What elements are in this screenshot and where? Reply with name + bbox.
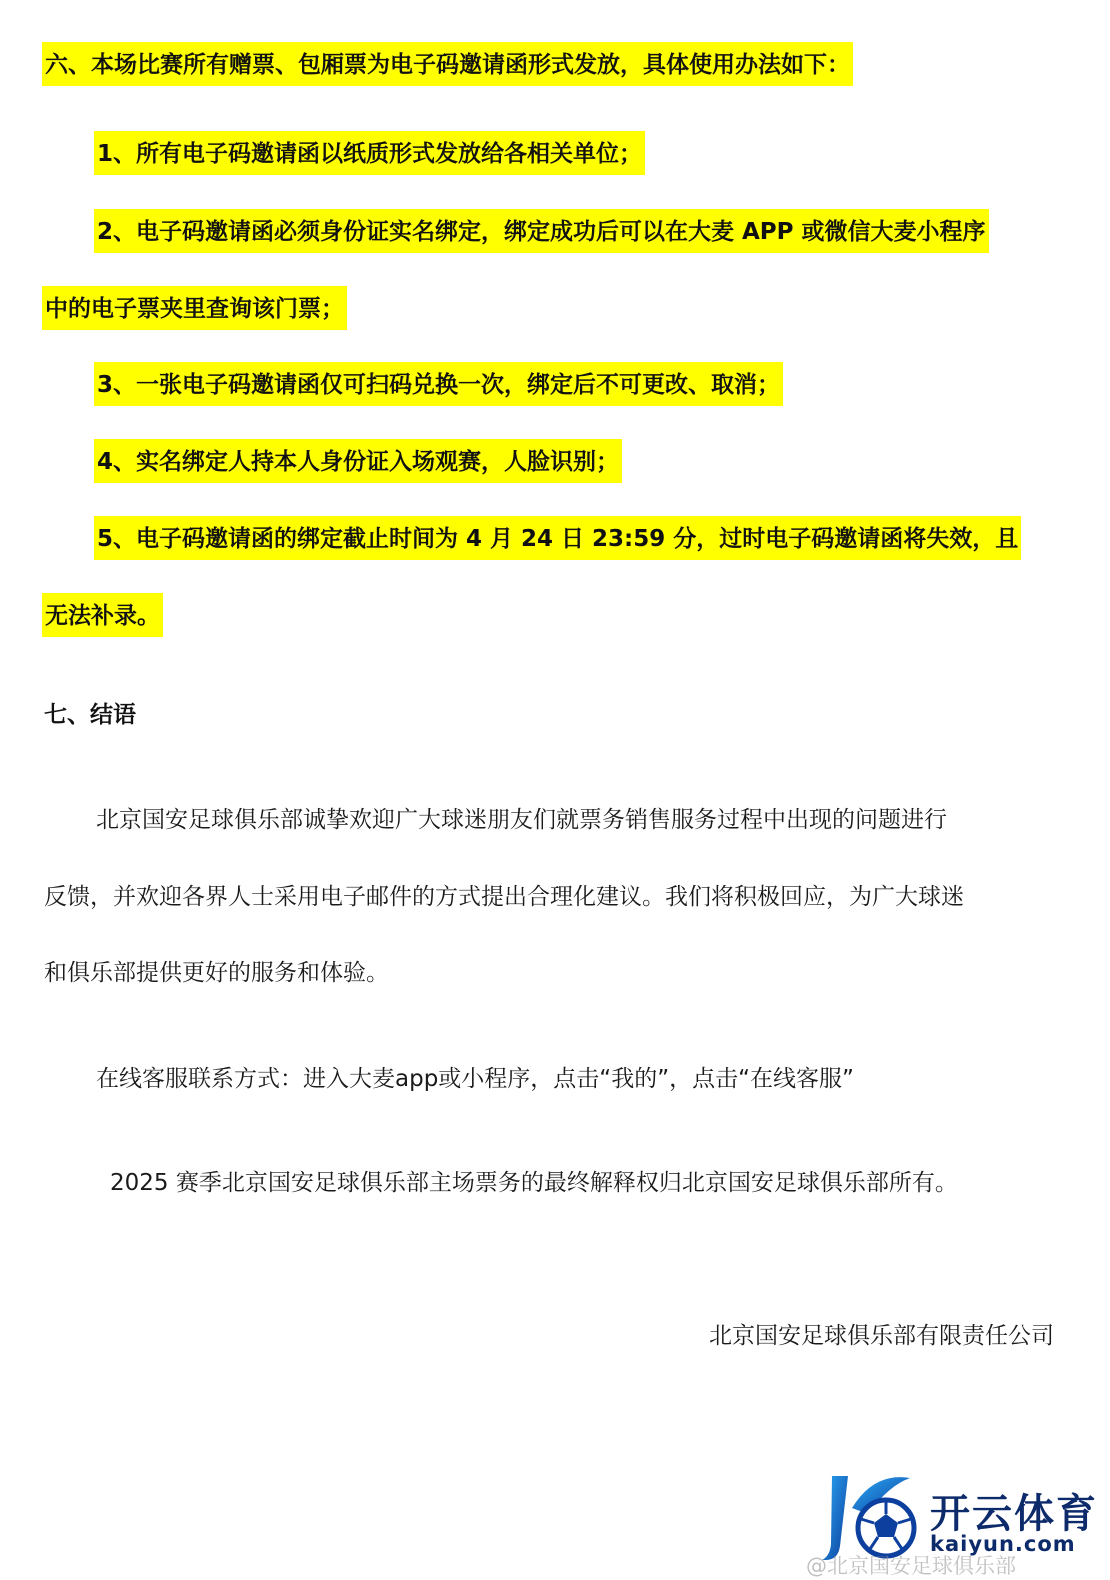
weibo-watermark: @北京国安足球俱乐部 [806, 1554, 1016, 1578]
section6-item-3: 3、一张电子码邀请函仅可扫码兑换一次，绑定后不可更改、取消； [94, 362, 783, 406]
section6-item-1: 1、所有电子码邀请函以纸质形式发放给各相关单位； [94, 131, 645, 175]
section6-item-5-line-2: 无法补录。 [42, 593, 163, 637]
company-signature: 北京国安足球俱乐部有限责任公司 [709, 1323, 1054, 1349]
closing-paragraph-line-3: 和俱乐部提供更好的服务和体验。 [44, 960, 389, 986]
closing-paragraph-line-1: 北京国安足球俱乐部诚挚欢迎广大球迷朋友们就票务销售服务过程中出现的问题进行 [96, 807, 947, 833]
interpretation-rights-statement: 2025 赛季北京国安足球俱乐部主场票务的最终解释权归北京国安足球俱乐部所有。 [110, 1170, 958, 1196]
section6-item-5-line-1: 5、电子码邀请函的绑定截止时间为 4 月 24 日 23:59 分，过时电子码邀请函将失效，且 [94, 516, 1021, 560]
section6-heading: 六、本场比赛所有赠票、包厢票为电子码邀请函形式发放，具体使用办法如下： [42, 42, 853, 86]
online-service-contact: 在线客服联系方式：进入大麦app或小程序，点击“我的”，点击“在线客服” [96, 1066, 854, 1092]
section6-item-4: 4、实名绑定人持本人身份证入场观赛，人脸识别； [94, 439, 622, 483]
section6-item-2-line-1: 2、电子码邀请函必须身份证实名绑定，绑定成功后可以在大麦 APP 或微信大麦小程序 [94, 209, 989, 253]
logo-chinese-name: 开云体育 [930, 1491, 1098, 1537]
closing-paragraph-line-2: 反馈，并欢迎各界人士采用电子邮件的方式提出合理化建议。我们将积极回应，为广大球迷 [44, 884, 964, 910]
section7-heading: 七、结语 [44, 702, 136, 728]
section6-item-2-line-2: 中的电子票夹里查询该门票； [42, 286, 347, 330]
logo-domain: kaiyun.com [930, 1532, 1076, 1556]
